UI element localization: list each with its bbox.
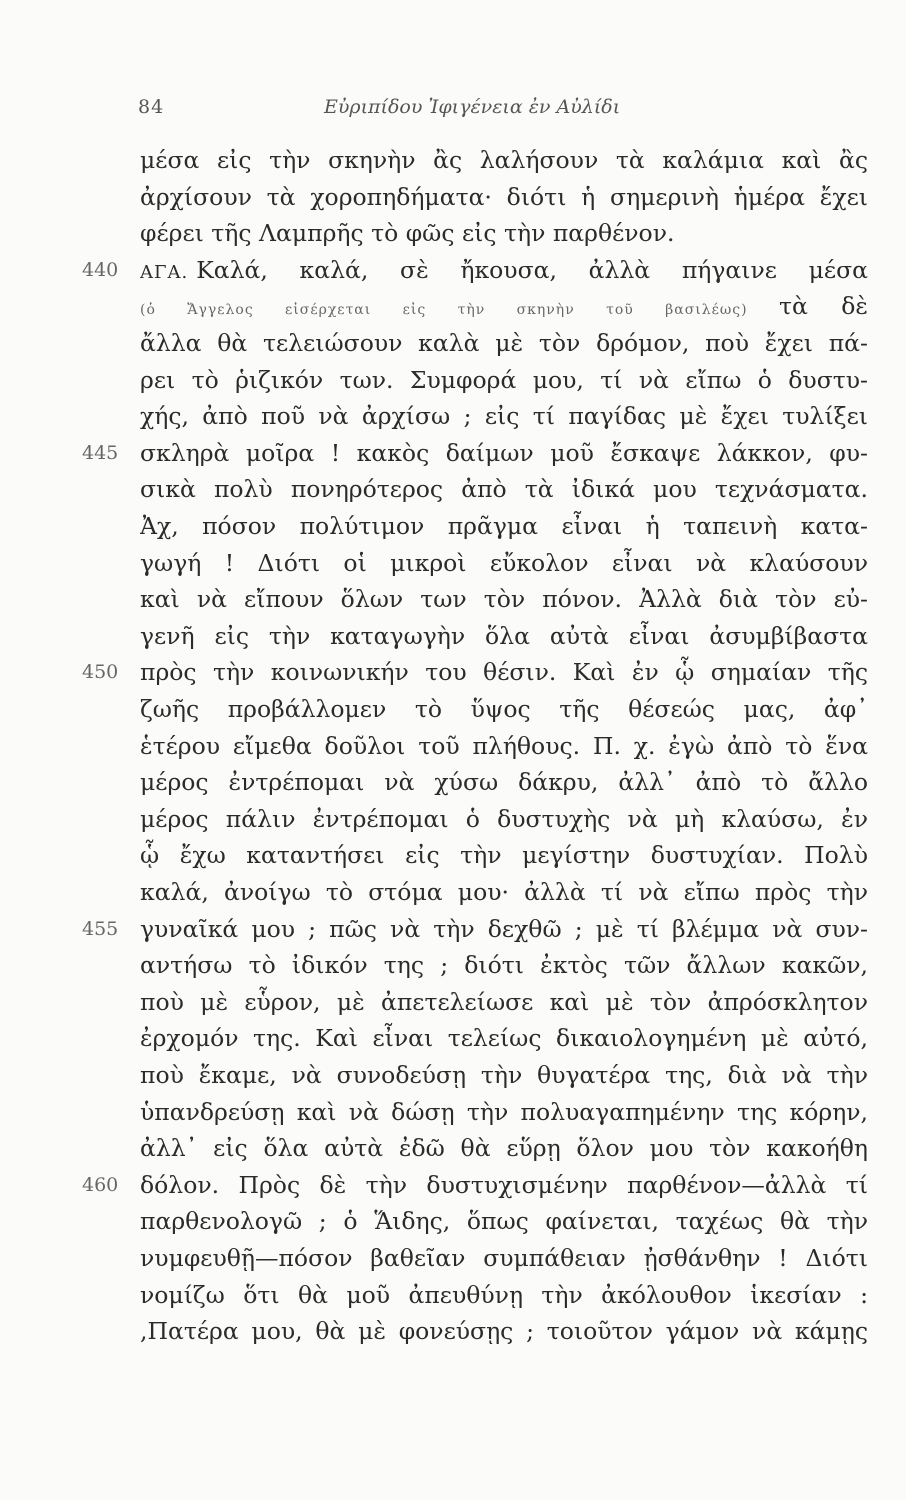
text-line (140, 508, 868, 544)
line-text: ρει τὸ ῥιζικόν των. Συμφορά μου, τί νὰ εἴπω ὁ δυστυ- (140, 366, 868, 394)
text-line (140, 1094, 868, 1130)
line-text: καλά, ἀνοίγω τὸ στόμα μου· ἀλλὰ τί νὰ εἴπω πρὸς τὴν (140, 878, 868, 906)
text-line (140, 691, 868, 727)
text-line (140, 362, 868, 398)
line-text: χής, ἀπὸ ποῦ νὰ ἀρχίσω ; εἰς τί παγίδας μὲ ἔχει τυλίξει (140, 402, 868, 430)
line-text: μέρος πάλιν ἐντρέπομαι ὁ δυστυχὴς νὰ μὴ κλαύσω, ἐν (140, 805, 868, 833)
verse-number: 460 (82, 1174, 119, 1196)
text-line (140, 288, 868, 324)
line-text: καὶ νὰ εἴπουν ὅλων των τὸν πόνον. Ἀλλὰ διὰ τὸν εὐ- (140, 585, 868, 613)
line-text: πρὸς τὴν κοινωνικήν του θέσιν. Καὶ ἐν ᾧ σημαίαν τῆς (140, 658, 868, 686)
text-line (140, 1057, 868, 1093)
text-line (140, 874, 868, 910)
text-line (140, 618, 868, 654)
line-text: Ἀχ, πόσον πολύτιμον πρᾶγμα εἶναι ἡ ταπεινὴ κατα- (140, 512, 868, 540)
text-line (140, 435, 868, 471)
line-text: ἑτέρου εἴμεθα δοῦλοι τοῦ πλήθους. Π. χ. ἐγὼ ἀπὸ τὸ ἕνα (140, 732, 868, 760)
line-text: σικὰ πολὺ πονηρότερος ἀπὸ τὰ ἰδικά μου τεχνάσματα. (140, 475, 868, 503)
page-number: 84 (138, 96, 165, 118)
line-text: φέρει τῆς Λαμπρῆς τὸ φῶς εἰς τὴν παρθένον. (140, 219, 675, 247)
verse-number: 455 (82, 918, 119, 940)
verse-number: 440 (82, 259, 119, 281)
text-line (140, 398, 868, 434)
text-line (140, 142, 868, 178)
line-text: ἀλλ᾽ εἰς ὅλα αὐτὰ ἐδῶ θὰ εὕρῃ ὅλον μου τὸν κακοήθη (140, 1134, 868, 1162)
line-text: μέσα εἰς τὴν σκηνὴν ἂς λαλήσουν τὰ καλάμια καὶ ἂς (140, 146, 868, 174)
text-line (140, 545, 868, 581)
line-text: ποὺ μὲ εὗρον, μὲ ἀπετελείωσε καὶ μὲ τὸν ἀπρόσκλητον (140, 988, 868, 1016)
stage-direction: (ὁ Ἄγγελος εἰσέρχεται εἰς τὴν σκηνὴν τοῦ βασιλέως) (140, 302, 779, 318)
text-line (140, 947, 868, 983)
text-line (140, 1277, 868, 1313)
text-line (140, 581, 868, 617)
text-line (140, 984, 868, 1020)
line-text: Καλά, καλά, σὲ ἤκουσα, ἀλλὰ πήγαινε μέσα (196, 256, 868, 284)
text-line (140, 215, 868, 251)
line-text: σκληρὰ μοῖρα ! κακὸς δαίμων μοῦ ἔσκαψε λάκκον, φυ- (140, 439, 868, 467)
text-line (140, 1130, 868, 1166)
line-text: ᾧ ἔχω καταντήσει εἰς τὴν μεγίστην δυστυχίαν. Πολὺ (140, 841, 868, 869)
text-line (140, 471, 868, 507)
text-line (140, 1203, 868, 1239)
line-text: ζωῆς προβάλλομεν τὸ ὕψος τῆς θέσεώς μας, ἀφ᾽ (140, 695, 868, 723)
line-text: ὑπανδρεύσῃ καὶ νὰ δώσῃ τὴν πολυαγαπημένην της κόρην, (140, 1098, 868, 1126)
line-text: αντήσω τὸ ἰδικόν της ; διότι ἐκτὸς τῶν ἄλλων κακῶν, (140, 951, 868, 979)
line-text: ἄλλα θὰ τελειώσουν καλὰ μὲ τὸν δρόμον, ποὺ ἔχει πά- (140, 329, 868, 357)
text-line (140, 252, 868, 288)
line-text: γωγή ! Διότι οἱ μικροὶ εὔκολον εἶναι νὰ κλαύσουν (140, 549, 868, 577)
line-text: νομίζω ὅτι θὰ μοῦ ἀπευθύνῃ τὴν ἀκόλουθον ἱκεσίαν : (140, 1281, 868, 1309)
verse-number: 445 (82, 442, 119, 464)
line-text: παρθενολογῶ ; ὁ Ἅιδης, ὅπως φαίνεται, ταχέως θὰ τὴν (140, 1207, 868, 1235)
page-header (138, 96, 878, 126)
line-text: ἀρχίσουν τὰ χοροπηδήματα· διότι ἡ σημερινὴ ἡμέρα ἔχει (140, 183, 868, 211)
line-text: ,Πατέρα μου, θὰ μὲ φονεύσῃς ; τοιοῦτον γάμον νὰ κάμῃς (140, 1317, 868, 1345)
text-line (140, 1167, 868, 1203)
text-line (140, 325, 868, 361)
text-line (140, 801, 868, 837)
line-text: ἐρχομόν της. Καὶ εἶναι τελείως δικαιολογημένη μὲ αὐτό, (140, 1024, 868, 1052)
speaker-label: ΑΓΑ. (140, 262, 189, 283)
text-line (140, 1313, 868, 1349)
verse-number: 450 (82, 661, 119, 683)
text-line (140, 728, 868, 764)
line-text: νυμφευθῇ—πόσον βαθεῖαν συμπάθειαν ᾐσθάνθην ! Διότι (140, 1244, 868, 1272)
text-line (140, 837, 868, 873)
line-text: δόλον. Πρὸς δὲ τὴν δυστυχισμένην παρθένον—ἀλλὰ τί (140, 1171, 868, 1199)
text-line (140, 1240, 868, 1276)
text-line (140, 911, 868, 947)
line-text: γενῆ εἰς τὴν καταγωγὴν ὅλα αὐτὰ εἶναι ἀσυμβίβαστα (140, 622, 868, 650)
line-text: μέρος ἐντρέπομαι νὰ χύσω δάκρυ, ἀλλ᾽ ἀπὸ τὸ ἄλλο (140, 768, 868, 796)
text-line (140, 1020, 868, 1056)
text-line (140, 179, 868, 215)
running-title: Εὐριπίδου Ἰφιγένεια ἐν Αὐλίδι (324, 96, 621, 118)
line-text: γυναῖκά μου ; πῶς νὰ τὴν δεχθῶ ; μὲ τί βλέμμα νὰ συν- (140, 915, 868, 943)
line-text: ποὺ ἔκαμε, νὰ συνοδεύσῃ τὴν θυγατέρα της, διὰ νὰ τὴν (140, 1061, 868, 1089)
text-line (140, 764, 868, 800)
line-text: τὰ δὲ (778, 292, 868, 320)
text-line (140, 654, 868, 690)
